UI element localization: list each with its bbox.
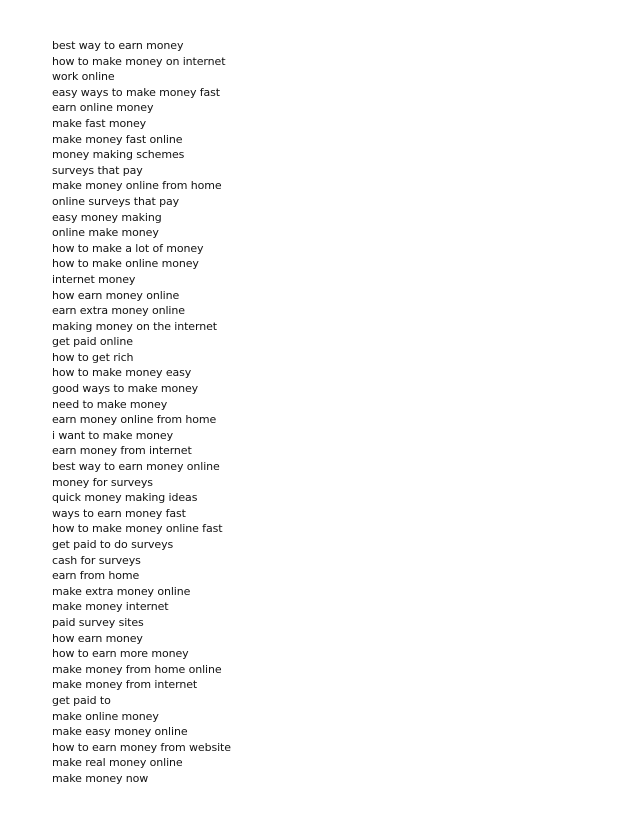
list-item: how to make money on internet xyxy=(52,54,226,68)
list-item: money for surveys xyxy=(52,475,153,489)
list-item: i want to make money xyxy=(52,428,174,442)
list-item: make online money xyxy=(52,709,159,723)
list-item: get paid online xyxy=(52,335,133,349)
list-item: make money from home online xyxy=(52,662,222,676)
list-item: need to make money xyxy=(52,397,168,411)
list-item: making money on the internet xyxy=(52,319,217,333)
keyword-list xyxy=(52,38,231,787)
list-item: quick money making ideas xyxy=(52,491,198,505)
list-item: paid survey sites xyxy=(52,615,144,629)
list-item: internet money xyxy=(52,272,136,286)
list-item: make easy money online xyxy=(52,725,188,739)
list-item: make money internet xyxy=(52,600,169,614)
list-item: ways to earn money fast xyxy=(52,506,186,520)
list-item: surveys that pay xyxy=(52,163,143,177)
list-item: make extra money online xyxy=(52,584,191,598)
list-item: online surveys that pay xyxy=(52,194,180,208)
list-item: make money now xyxy=(52,771,149,785)
list-item: good ways to make money xyxy=(52,382,199,396)
list-item: how to make online money xyxy=(52,257,199,271)
list-item: get paid to xyxy=(52,693,111,707)
list-item: how to make money online fast xyxy=(52,522,223,536)
list-item: best way to earn money xyxy=(52,39,184,52)
list-item: money making schemes xyxy=(52,148,185,162)
list-item: how to make money easy xyxy=(52,366,192,380)
list-item: how earn money online xyxy=(52,288,180,302)
list-item: online make money xyxy=(52,226,159,240)
list-item: earn money online from home xyxy=(52,413,217,427)
list-item: get paid to do surveys xyxy=(52,538,174,551)
list-item: cash for surveys xyxy=(52,553,141,567)
list-item: easy money making xyxy=(52,210,162,224)
list-item: best way to earn money online xyxy=(52,460,220,474)
list-item: make money online from home xyxy=(52,179,222,193)
list-item: make fast money xyxy=(52,116,147,130)
list-item: easy ways to make money fast xyxy=(52,85,221,99)
list-item: how to make a lot of money xyxy=(52,241,204,255)
list-item: earn online money xyxy=(52,101,154,115)
list-item: how to earn more money xyxy=(52,647,189,661)
list-item: earn from home xyxy=(52,569,140,583)
list-item: how to get rich xyxy=(52,350,134,364)
list-item: make money fast online xyxy=(52,132,183,146)
list-item: work online xyxy=(52,70,115,84)
list-item: make money from internet xyxy=(52,678,198,692)
list-item: earn money from internet xyxy=(52,444,192,458)
list-item: how earn money xyxy=(52,631,143,645)
list-item: earn extra money online xyxy=(52,304,185,318)
list-item: how to earn money from website xyxy=(52,740,231,754)
list-item: make real money online xyxy=(52,756,183,770)
